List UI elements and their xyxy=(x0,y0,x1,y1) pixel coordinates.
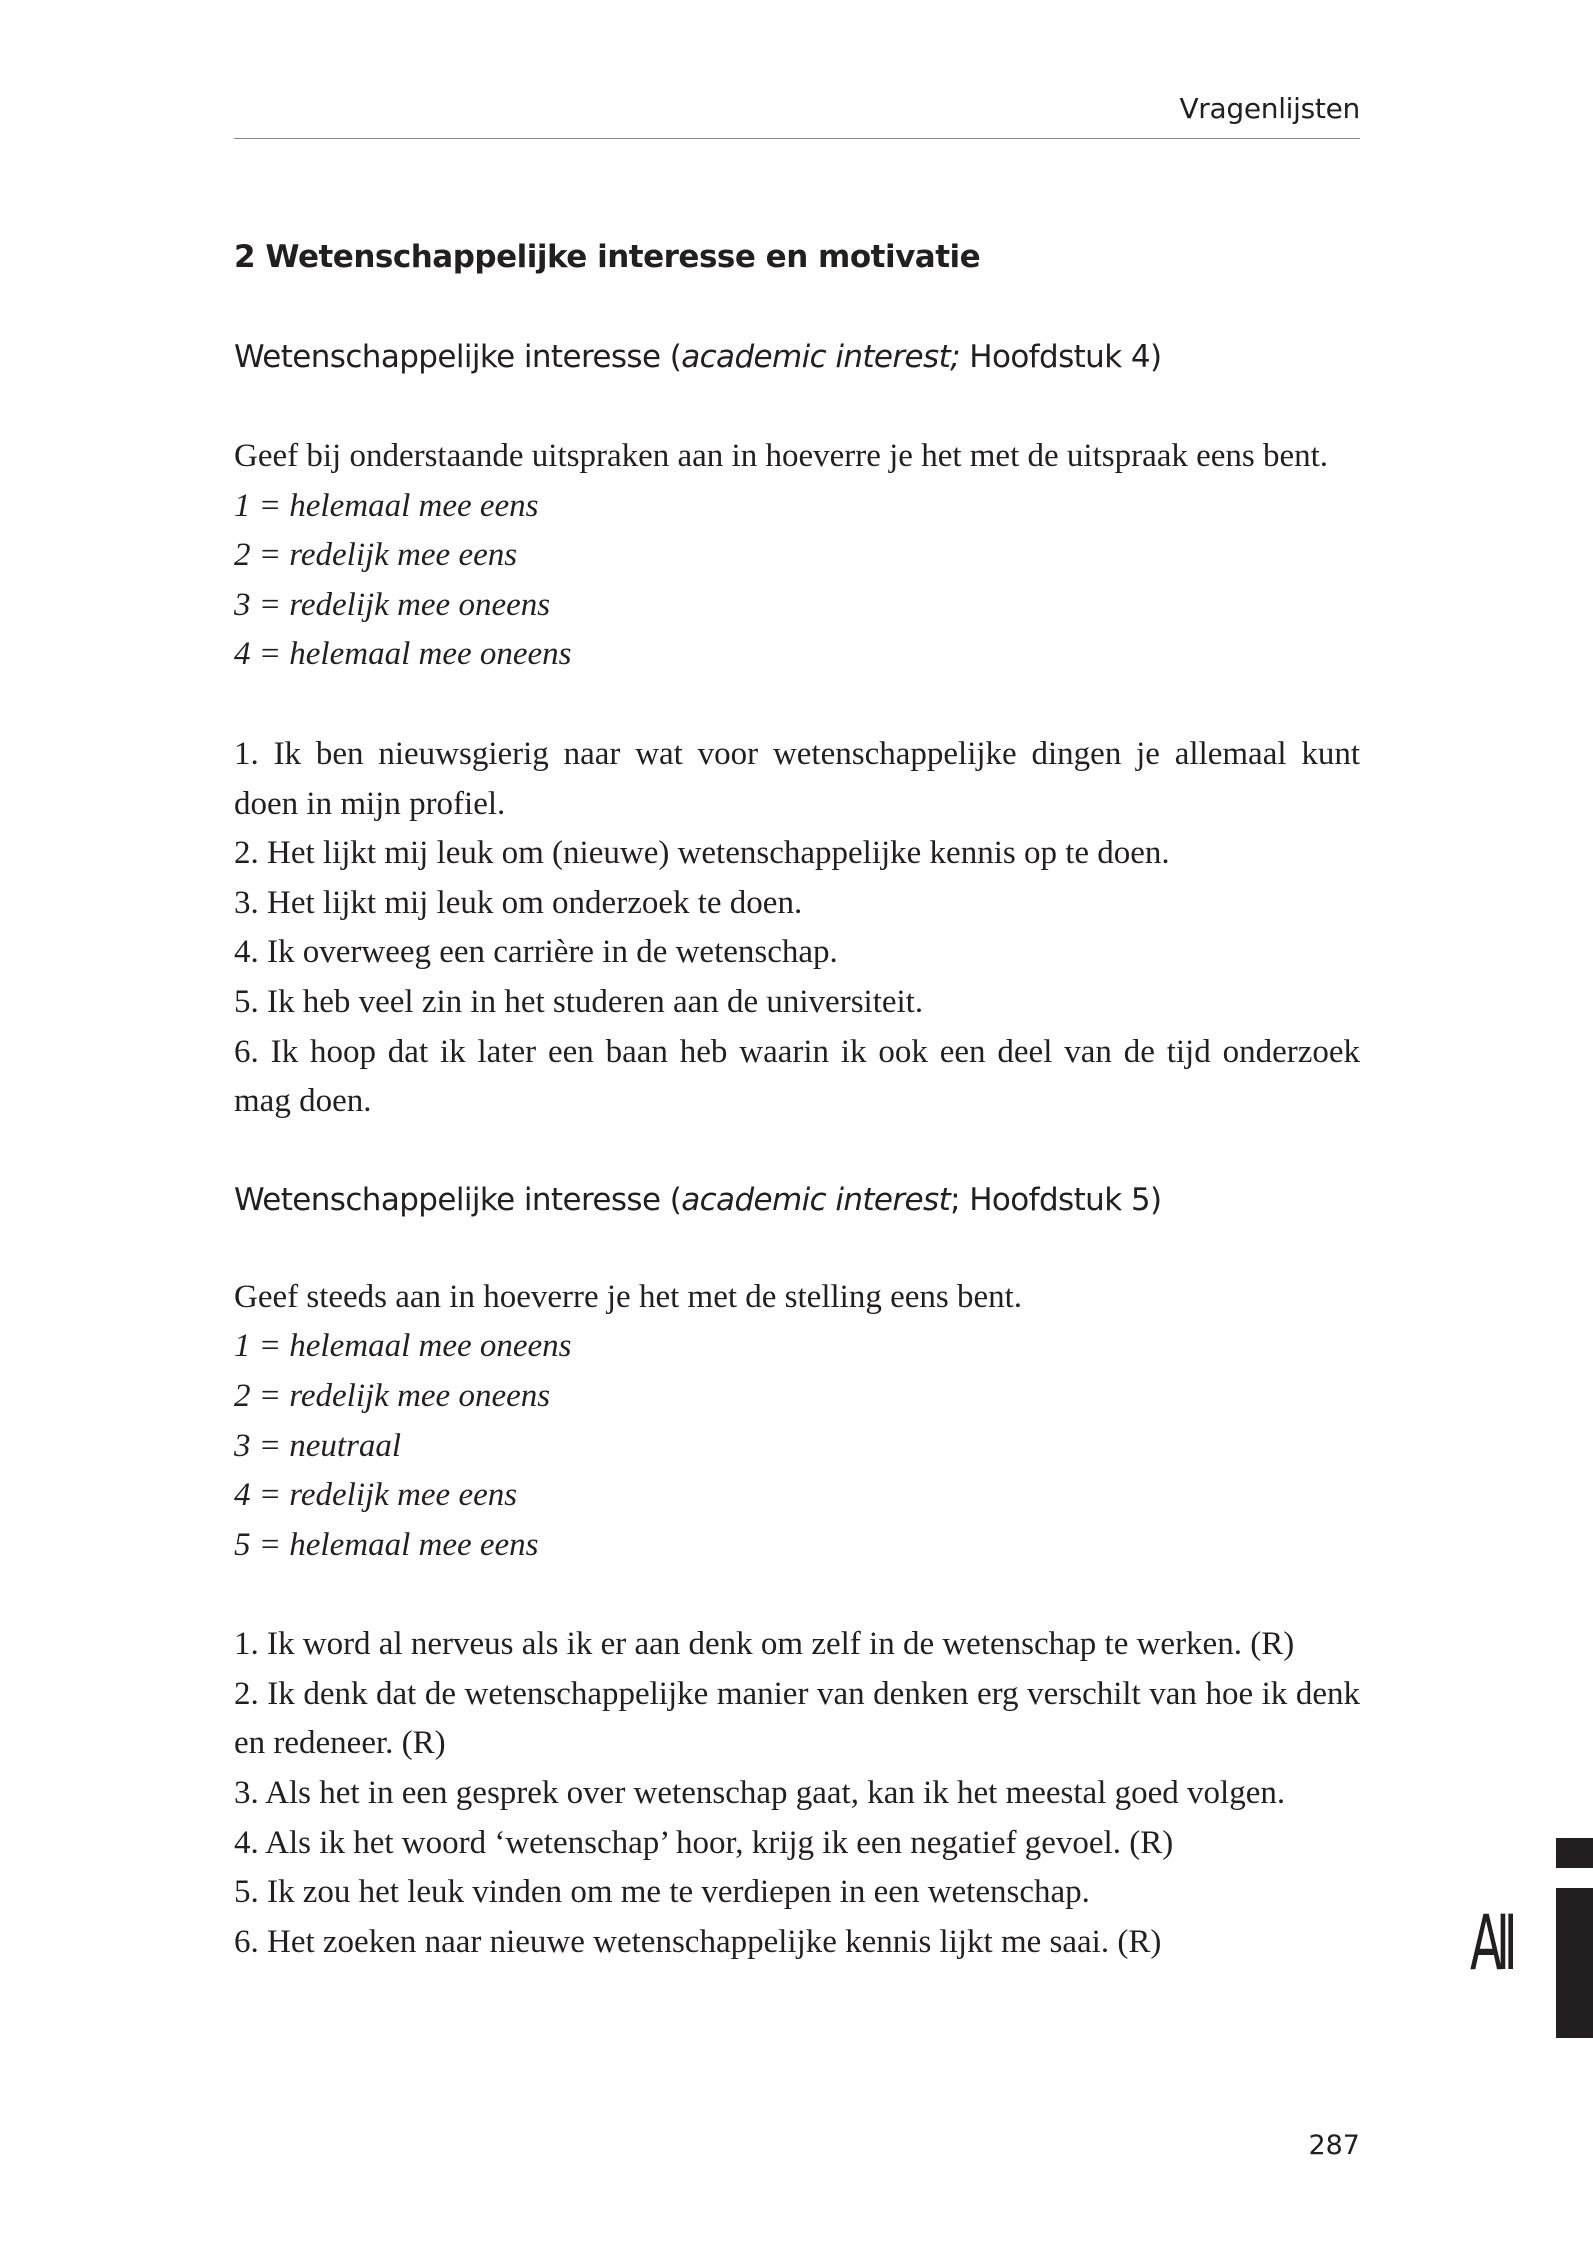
questionnaire-item: 4. Ik overweeg een carrière in de wetenschap. xyxy=(234,934,838,971)
questionnaire-item: 1. Ik word al nerveus als ik er aan denk om zelf in de wetenschap te werken. (R) xyxy=(234,1626,1295,1663)
thumb-tab-marker xyxy=(1556,1888,1593,2038)
scale-option: 2 = redelijk mee eens xyxy=(234,537,518,574)
page-number: 287 xyxy=(1308,2130,1360,2161)
scale-option: 4 = helemaal mee oneens xyxy=(234,636,572,673)
spacer xyxy=(234,1225,1360,1273)
questionnaire-item: 5. Ik zou het leuk vinden om me te verdiepen in een wetenschap. xyxy=(234,1874,1090,1911)
subsection-title-suffix: ; Hoofdstuk 5) xyxy=(950,1181,1162,1218)
scale-option: 2 = redelijk mee oneens xyxy=(234,1377,551,1414)
instruction-text: Geef bij onderstaande uitspraken aan in hoeverre je het met de uitspraak eens bent. xyxy=(234,438,1329,474)
subsection-title-prefix: Wetenschappelijke interesse ( xyxy=(234,1181,682,1218)
spacer xyxy=(234,1570,1360,1620)
spacer xyxy=(234,680,1360,730)
thumb-tab-marker-top xyxy=(1556,1838,1593,1868)
running-title: Vragenlijsten xyxy=(1179,92,1360,125)
questionnaire-item: 3. Als het in een gesprek over wetenschap gaat, kan ik het meestal goed volgen. xyxy=(234,1775,1286,1812)
questionnaire-item: 2. Ik denk dat de wetenschappelijke manier van denken erg verschilt van hoe ik denk en redeneer. (R) xyxy=(234,1675,1360,1762)
questionnaire-item: 2. Het lijkt mij leuk om (nieuwe) wetenschappelijke kennis op te doen. xyxy=(234,835,1170,872)
subsection-title-chapter-4 xyxy=(234,332,1360,382)
scale-option: 1 = helemaal mee oneens xyxy=(234,1328,572,1365)
questionnaire-item: 5. Ik heb veel zin in het studeren aan de universiteit. xyxy=(234,983,924,1020)
questionnaire-item: 3. Het lijkt mij leuk om onderzoek te doen. xyxy=(234,884,803,921)
scale-option: 4 = redelijk mee eens xyxy=(234,1477,518,1514)
spacer xyxy=(234,282,1360,332)
questionnaire-item: 4. Als ik het woord ‘wetenschap’ hoor, krijg ik een negatief gevoel. (R) xyxy=(234,1824,1174,1861)
running-header xyxy=(234,88,1360,139)
scale-option: 5 = helemaal mee eens xyxy=(234,1526,539,1563)
subsection-title-italic: academic interest xyxy=(681,1181,951,1218)
chapter-thumb-tab xyxy=(1470,1838,1593,2038)
thumb-tab-label: AII xyxy=(1470,1898,1512,1987)
instruction-text: Geef steeds aan in hoeverre je het met de stelling eens bent. xyxy=(234,1278,1023,1315)
subsection-title-italic: academic interest; xyxy=(681,339,960,375)
subsection-title-chapter-5 xyxy=(234,1175,1360,1225)
questionnaire-item: 1. Ik ben nieuwsgierig naar wat voor wetenschappelijke dingen je allemaal kunt doen in mijn profiel. xyxy=(234,735,1360,822)
subsection-title-suffix: Hoofdstuk 4) xyxy=(959,339,1162,375)
section-title: 2 Wetenschappelijke interesse en motivatie xyxy=(234,239,981,275)
spacer xyxy=(234,382,1360,432)
spacer xyxy=(234,1127,1360,1175)
scale-option: 3 = redelijk mee oneens xyxy=(234,586,551,623)
page-content xyxy=(234,232,1360,1967)
subsection-title-prefix: Wetenschappelijke interesse ( xyxy=(234,339,682,375)
questionnaire-item: 6. Het zoeken naar nieuwe wetenschappelijke kennis lijkt me saai. (R) xyxy=(234,1923,1162,1960)
scale-option: 3 = neutraal xyxy=(234,1427,402,1464)
questionnaire-item: 6. Ik hoop dat ik later een baan heb waarin ik ook een deel van de tijd onderzoek mag doen. xyxy=(234,1033,1360,1120)
scale-option: 1 = helemaal mee eens xyxy=(234,487,539,524)
